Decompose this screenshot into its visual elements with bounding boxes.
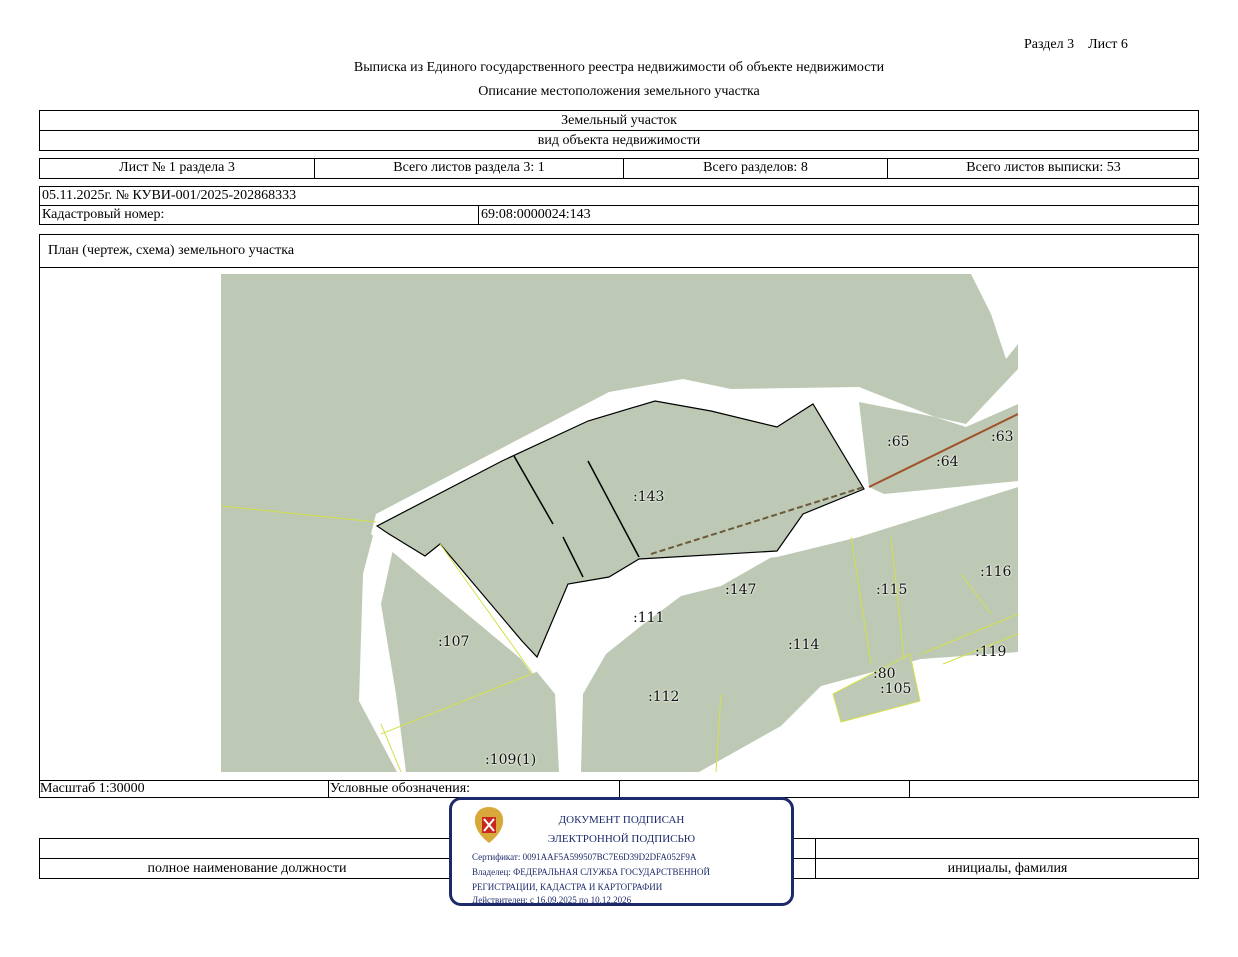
parcel-label: :105 [880, 681, 912, 697]
parcel-label: :63 [991, 429, 1014, 445]
object-type-box [39, 110, 1199, 151]
section-sheet: Раздел 3 Лист 6 [1024, 37, 1128, 52]
parcel-label: :107 [438, 634, 470, 650]
parcel-label: :112 [648, 689, 680, 705]
parcel-label: :143 [633, 489, 665, 505]
parcel-label: :115 [876, 582, 908, 598]
parcel-label: :119 [975, 644, 1007, 660]
stamp-validity: Действителен: с 16.09.2025 по 10.12.2026 [472, 895, 632, 905]
date-number: 05.11.2025г. № КУВИ-001/2025-202868333 [42, 188, 297, 203]
plan-title: План (чертеж, схема) земельного участка [48, 243, 295, 258]
sheet-number: Лист № 1 раздела 3 [119, 160, 235, 175]
stamp-line1: ДОКУМЕНТ ПОДПИСАН [558, 814, 685, 826]
parcel-label: :80 [873, 666, 896, 682]
parcel-label: :147 [725, 582, 757, 598]
parcel-label: :111 [633, 610, 665, 626]
stamp-owner-line1: Владелец: ФЕДЕРАЛЬНАЯ СЛУЖБА ГОСУДАРСТВЕННОЙ [472, 867, 711, 877]
legend-label: Условные обозначения: [330, 781, 471, 796]
stamp-certificate: Сертификат: 0091AAF5A599507BC7E6D39D2DFA052F9A [472, 852, 697, 862]
document-title: Выписка из Единого государственного реестра недвижимости об объекте недвижимости [353, 60, 885, 75]
object-type: Земельный участок [561, 113, 677, 128]
parcel-label: :64 [936, 454, 959, 470]
electronic-signature-stamp [449, 797, 794, 906]
name-caption: инициалы, фамилия [947, 861, 1068, 876]
parcel-label: :114 [788, 637, 820, 653]
scale: Масштаб 1:30000 [40, 781, 145, 796]
parcel-label: :116 [980, 564, 1012, 580]
parcel-label: :65 [887, 434, 910, 450]
parcel-label: :109(1) [485, 752, 537, 768]
section-sheets-total: Всего листов раздела 3: 1 [393, 160, 545, 175]
sections-total: Всего разделов: 8 [703, 160, 808, 175]
object-type-caption: вид объекта недвижимости [537, 133, 701, 148]
stamp-line2: ЭЛЕКТРОННОЙ ПОДПИСЬЮ [547, 833, 696, 845]
document-subtitle: Описание местоположения земельного участка [478, 84, 760, 99]
doc-info-box [39, 186, 1199, 225]
position-caption: полное наименование должности [147, 861, 347, 876]
cadastral-label: Кадастровый номер: [42, 207, 165, 222]
stamp-owner-line2: РЕГИСТРАЦИИ, КАДАСТРА И КАРТОГРАФИИ [472, 882, 663, 892]
legend-row [39, 780, 1199, 798]
cadastral-number: 69:08:0000024:143 [481, 207, 591, 222]
sheets-row [39, 158, 1199, 179]
extract-sheets-total: Всего листов выписки: 53 [966, 160, 1121, 175]
cadastral-map [221, 274, 1018, 772]
